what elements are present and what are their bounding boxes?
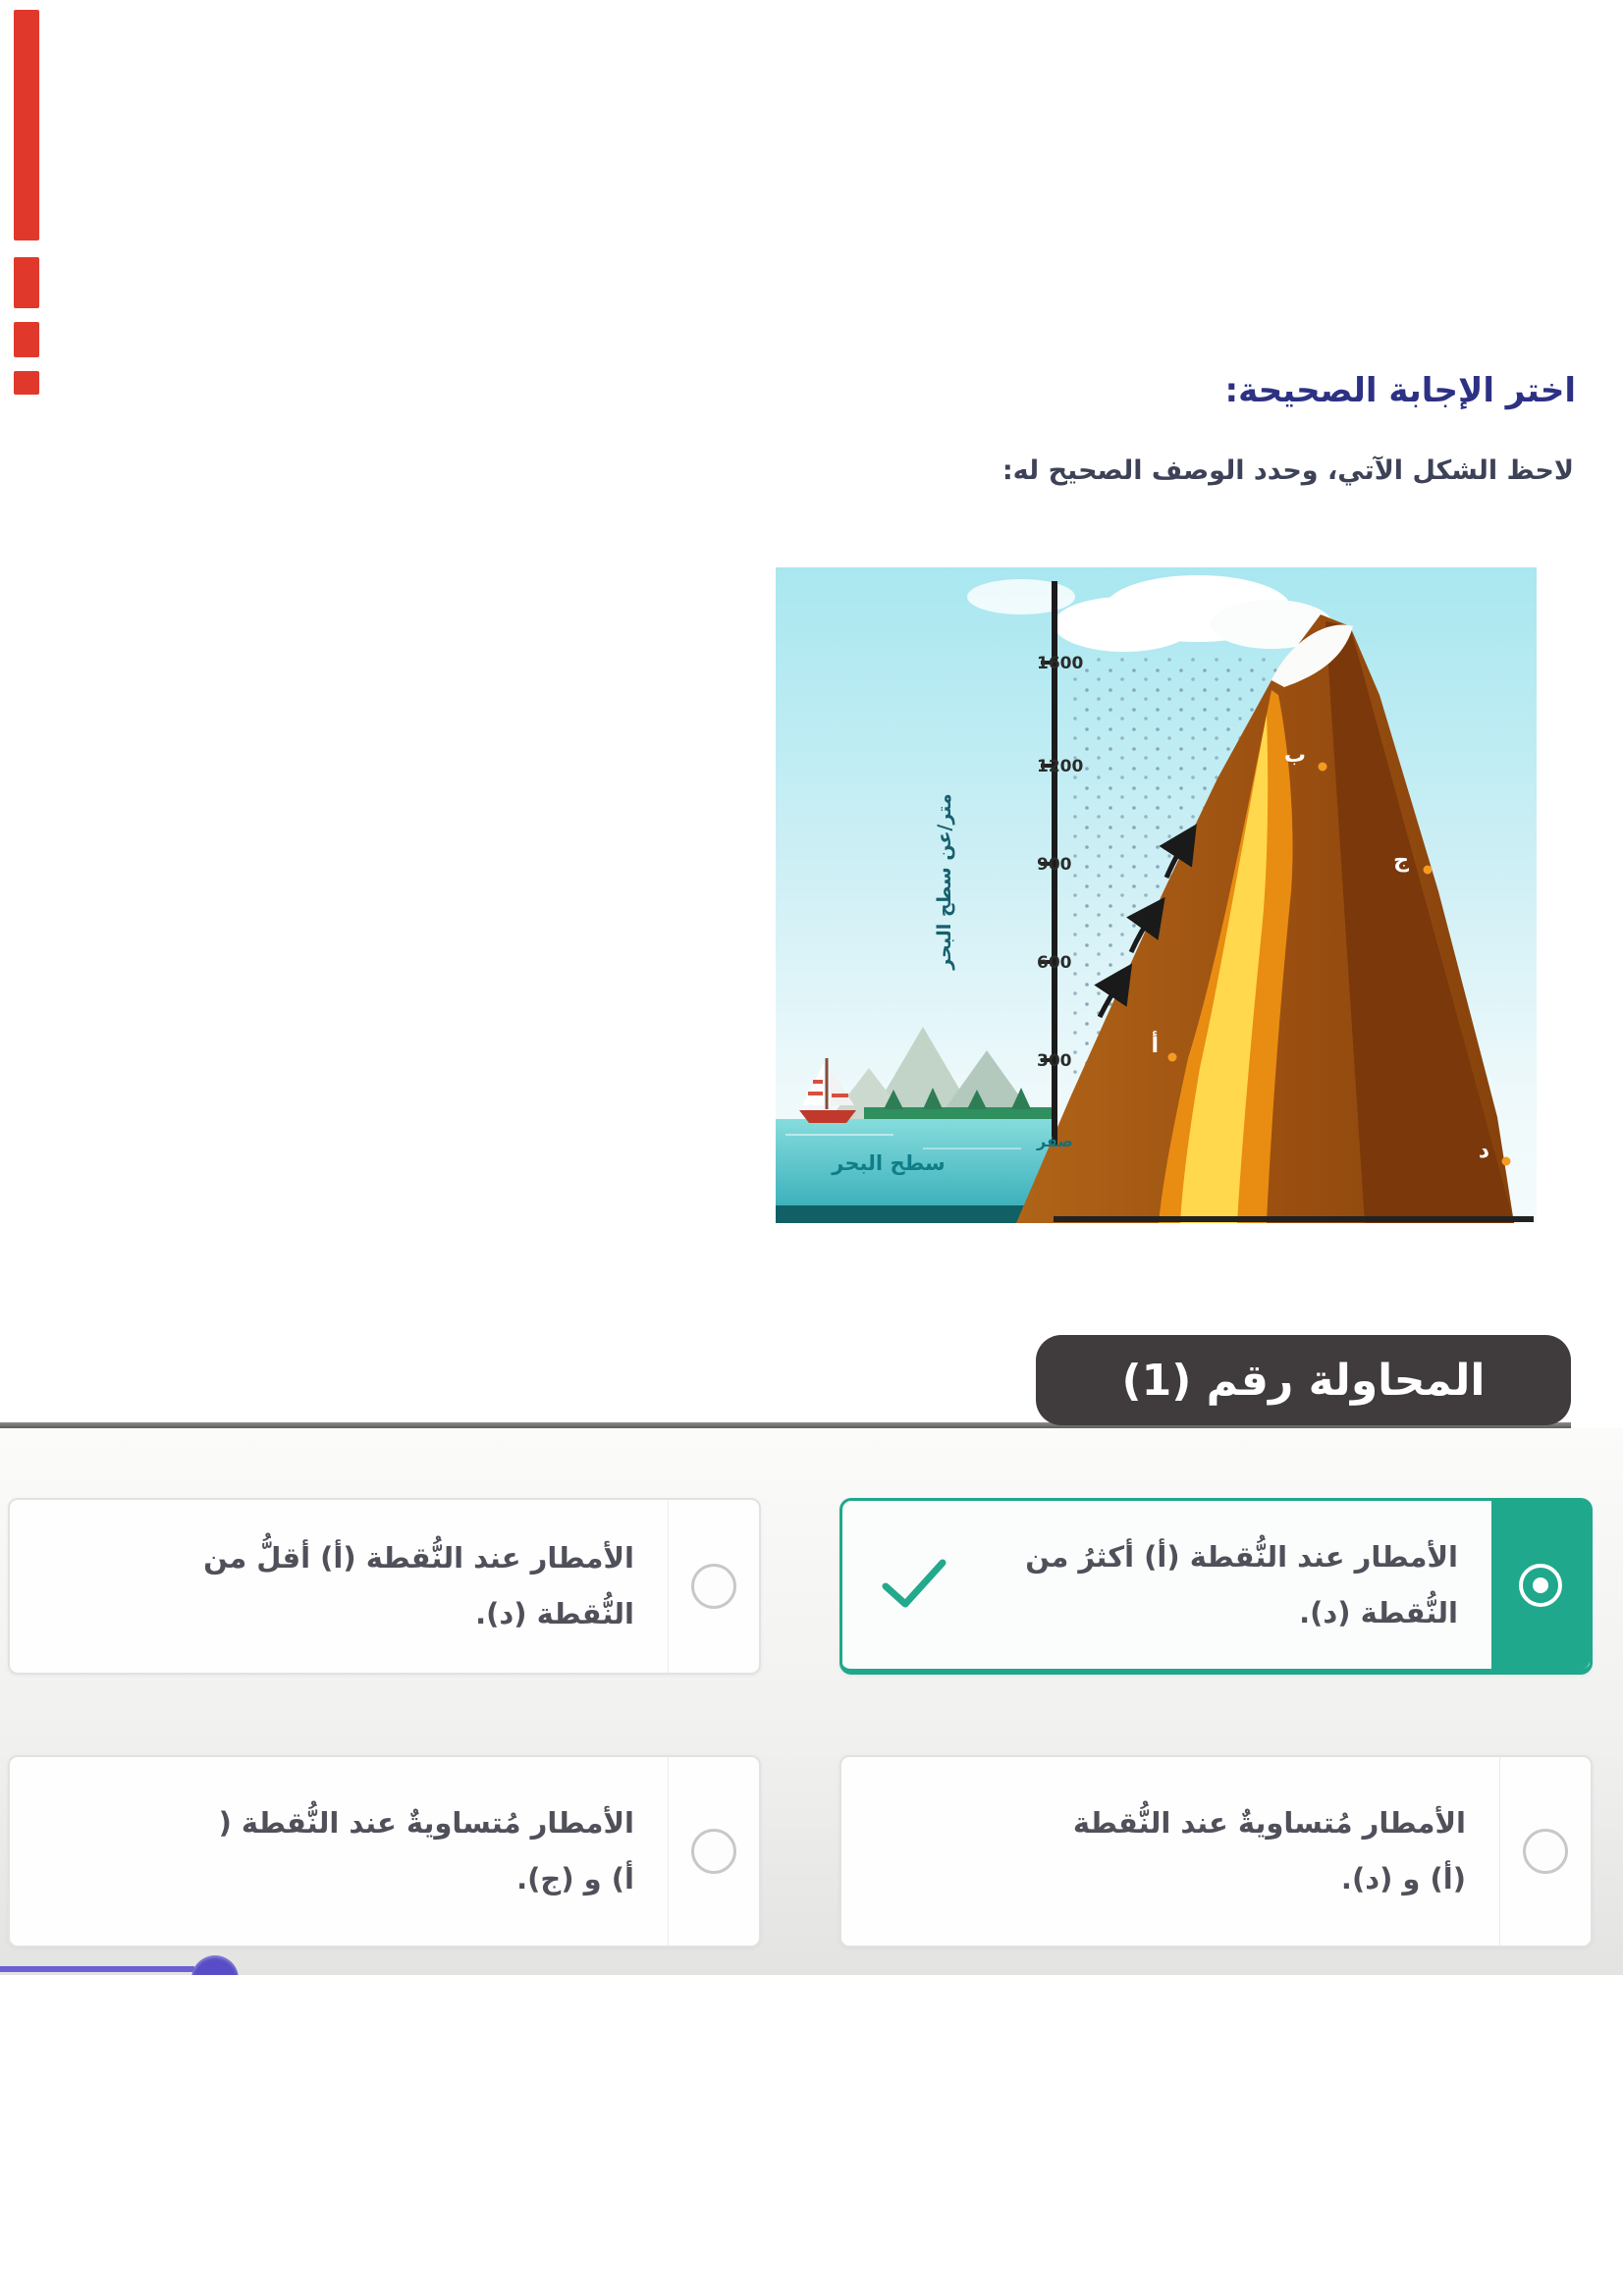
axis-tick-300: 300 xyxy=(1037,1051,1072,1071)
zero-label: صفر xyxy=(1037,1132,1073,1150)
option-2-radio-strip[interactable] xyxy=(668,1500,759,1673)
option-3-radio-strip[interactable] xyxy=(1499,1757,1591,1946)
option-card-3[interactable] xyxy=(839,1755,1593,1948)
axis-tick-1600: 1600 xyxy=(1037,654,1084,673)
option-4-line-1: الأمطار مُتساويةٌ عند النُّقطة ( xyxy=(218,1806,634,1841)
option-card-1-selected[interactable] xyxy=(839,1498,1593,1675)
attempt-banner xyxy=(1036,1335,1571,1425)
sea-level-label: سطح البحر xyxy=(832,1151,946,1175)
point-b-label: ب xyxy=(1283,743,1306,768)
option-3-line-1: الأمطار مُتساويةٌ عند النُّقطة xyxy=(1072,1806,1466,1841)
point-d-label: د xyxy=(1478,1139,1489,1163)
option-4-text xyxy=(10,1757,668,1946)
radio-unselected-icon[interactable] xyxy=(691,1564,736,1609)
point-c-label: ج xyxy=(1393,848,1409,873)
red-marker-segment xyxy=(14,10,39,240)
red-marker-segment xyxy=(14,257,39,308)
option-4-radio-strip[interactable] xyxy=(668,1757,759,1946)
options-grid xyxy=(8,1498,1593,1948)
question-prompt: لاحظ الشكل الآتي، وحدد الوصف الصحيح له: xyxy=(1001,455,1574,486)
mountain-figure xyxy=(776,567,1537,1223)
option-3-line-2: (أ) و (د). xyxy=(1340,1862,1466,1896)
radio-unselected-icon[interactable] xyxy=(1523,1829,1568,1874)
axis-tick-1200: 1200 xyxy=(1037,757,1084,776)
option-card-4[interactable] xyxy=(8,1755,761,1948)
cloud-icon xyxy=(967,575,1332,652)
option-1-line-2: النُّقطة (د). xyxy=(1299,1595,1458,1629)
axis-tick-900: 900 xyxy=(1037,855,1072,875)
point-a-label: أ xyxy=(1151,1034,1159,1058)
axis-title: متر/عن سطح البحر xyxy=(934,793,955,970)
option-1-line-1: الأمطار عند النُّقطة (أ) أكثرُ من xyxy=(1025,1539,1458,1574)
sailboat-icon xyxy=(799,1058,856,1123)
option-2-text xyxy=(10,1500,668,1673)
question-heading: اختر الإجابة الصحيحة: xyxy=(1224,371,1576,410)
axis-tick-600: 600 xyxy=(1037,953,1072,973)
option-4-line-2: أ) و (ج). xyxy=(516,1862,634,1896)
option-1-radio-strip[interactable] xyxy=(1491,1501,1590,1669)
option-2-line-1: الأمطار عند النُّقطة (أ) أقلُّ من xyxy=(203,1541,634,1575)
checkmark-icon xyxy=(880,1555,950,1616)
attempt-label: المحاولة رقم (1) xyxy=(1121,1355,1486,1406)
option-2-line-2: النُّقطة (د). xyxy=(475,1597,634,1630)
mountain-illustration xyxy=(776,567,1537,1223)
video-progress-bar[interactable] xyxy=(0,1966,194,1972)
red-marker-segment xyxy=(14,322,39,357)
radio-dot xyxy=(1533,1577,1548,1593)
radio-unselected-icon[interactable] xyxy=(691,1829,736,1874)
red-marker-segment xyxy=(14,371,39,395)
sea-and-islands xyxy=(776,1027,1055,1223)
option-3-text xyxy=(841,1757,1499,1946)
option-card-2[interactable] xyxy=(8,1498,761,1675)
radio-selected-icon[interactable] xyxy=(1519,1564,1562,1607)
